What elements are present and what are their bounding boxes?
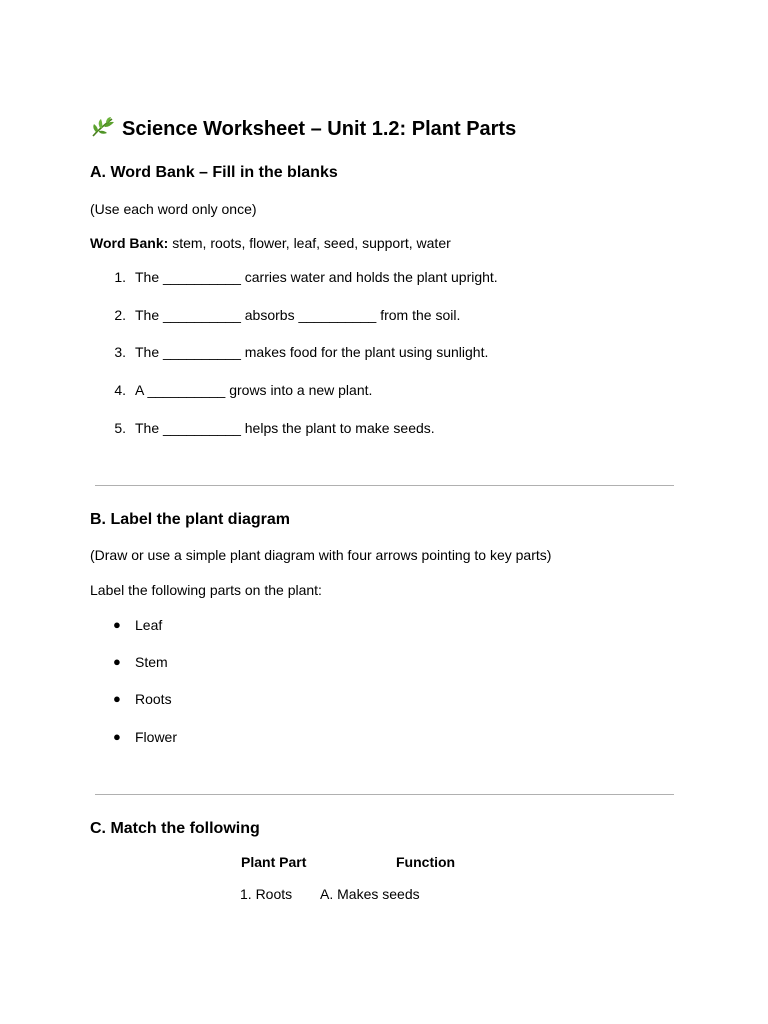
bullet-icon: ● <box>113 729 121 744</box>
item-number: 4. <box>114 382 126 398</box>
section-divider <box>95 794 674 795</box>
bullet-icon: ● <box>113 691 121 706</box>
section-c-heading: C. Match the following <box>90 820 260 837</box>
word-bank-words: stem, roots, flower, leaf, seed, support, water <box>172 235 451 251</box>
fill-blank-sentence: The __________ absorbs __________ from the soil. <box>135 307 461 323</box>
column-header-plant-part: Plant Part <box>241 854 307 870</box>
column-header-function: Function <box>396 854 456 870</box>
section-a-heading: A. Word Bank – Fill in the blanks <box>90 164 338 181</box>
section-b-heading: B. Label the plant diagram <box>90 511 291 528</box>
fill-blank-sentence: The __________ carries water and holds the plant upright. <box>135 269 498 285</box>
leaf-icon <box>90 116 116 138</box>
bullet-icon: ● <box>113 617 121 632</box>
section-b-prompt: Label the following parts on the plant: <box>90 582 322 598</box>
fill-blank-sentence: A __________ grows into a new plant. <box>135 382 373 398</box>
match-function-cell: A. Makes seeds <box>320 886 420 902</box>
fill-blank-sentence: The __________ helps the plant to make seeds. <box>135 420 435 436</box>
bullet-icon: ● <box>113 654 121 669</box>
word-bank <box>90 234 451 252</box>
plant-part-label: Leaf <box>135 617 163 633</box>
page-title <box>90 116 516 142</box>
word-bank-label: Word Bank: <box>90 235 169 251</box>
item-number: 5. <box>114 420 126 436</box>
plant-part-label: Roots <box>135 691 172 707</box>
item-number: 2. <box>114 307 126 323</box>
section-divider <box>95 485 674 486</box>
section-b-instruction: (Draw or use a simple plant diagram with four arrows pointing to key parts) <box>90 547 552 563</box>
item-number: 1. <box>114 269 126 285</box>
title-text: Science Worksheet – Unit 1.2: Plant Parts <box>122 118 517 140</box>
plant-part-label: Flower <box>135 729 178 745</box>
section-a-instruction: (Use each word only once) <box>90 201 257 217</box>
fill-blank-sentence: The __________ makes food for the plant using sunlight. <box>135 344 489 360</box>
item-number: 3. <box>114 344 126 360</box>
plant-part-label: Stem <box>135 654 168 670</box>
match-part-cell: 1. Roots <box>240 886 293 902</box>
